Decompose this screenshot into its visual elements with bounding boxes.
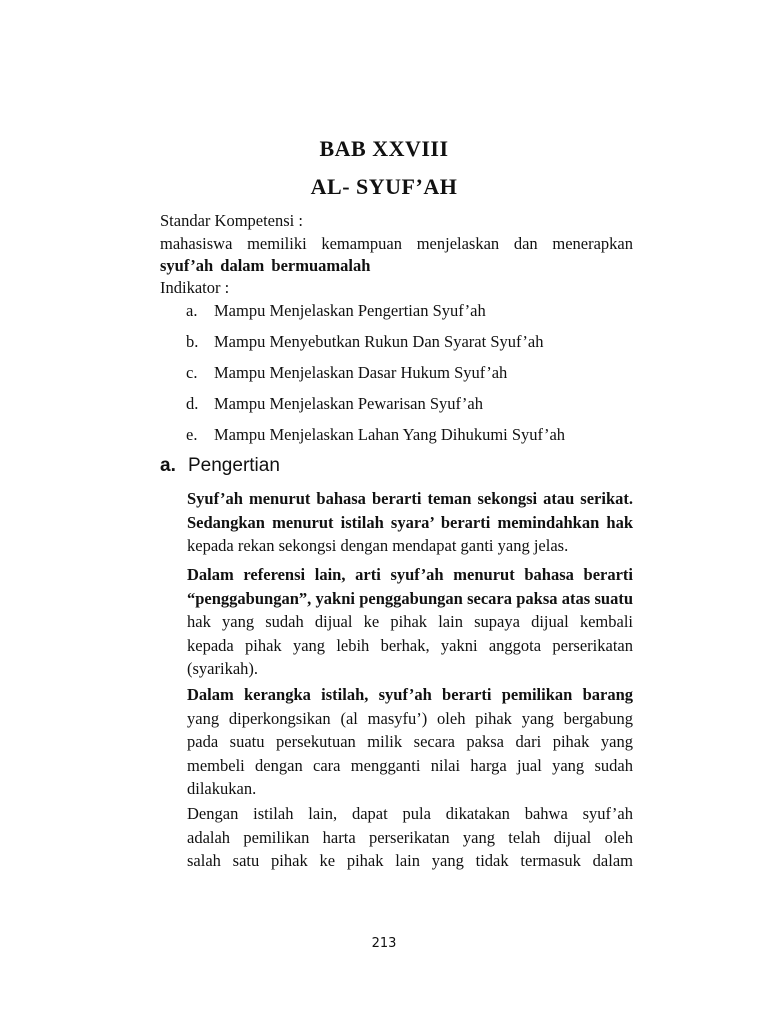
indikator-item	[186, 301, 486, 321]
paragraph-line: Dalam referensi lain, arti syuf’ah menurut bahasa berarti	[187, 565, 633, 584]
indikator-letter: c.	[186, 363, 198, 382]
section-heading	[160, 455, 280, 477]
paragraph-line: dilakukan.	[187, 779, 257, 798]
standar-label: Standar Kompetensi :	[160, 211, 303, 230]
paragraph-2	[187, 563, 633, 681]
indikator-text: Mampu Menyebutkan Rukun Dan Syarat Syuf’ah	[214, 332, 544, 351]
indikator-text: Mampu Menjelaskan Lahan Yang Dihukumi Syuf’ah	[214, 425, 566, 444]
chapter-number: BAB XXVIII	[319, 136, 449, 161]
paragraph-line: kepada pihak yang lebih berhak, yakni anggota perserikatan	[187, 635, 633, 655]
paragraph-line: (syarikah).	[187, 659, 259, 678]
paragraph-1	[187, 487, 633, 558]
paragraph-line: membeli dengan cara mengganti nilai harga jual yang sudah	[187, 755, 633, 775]
paragraph-line: salah satu pihak ke pihak lain yang tidak termasuk dalam	[187, 851, 633, 870]
paragraph-line: Syuf’ah menurut bahasa berarti teman sekongsi atau serikat.	[187, 489, 633, 508]
indikator-item	[186, 425, 565, 445]
paragraph-line: Sedangkan menurut istilah syara’ berarti memindahkan hak	[187, 512, 633, 532]
paragraph-3	[187, 683, 633, 801]
indikator-text: Mampu Menjelaskan Dasar Hukum Syuf’ah	[214, 363, 508, 382]
paragraph-line: yang diperkongsikan (al masyfu’) oleh pihak yang bergabung	[187, 708, 633, 728]
indikator-letter: e.	[186, 425, 198, 444]
paragraph-line: Dengan istilah lain, dapat pula dikatakan bahwa syuf’ah	[187, 804, 633, 823]
paragraph-4	[187, 802, 633, 873]
indikator-letter: a.	[186, 301, 198, 320]
indikator-item	[186, 363, 507, 383]
standar-text-line-1: mahasiswa memiliki kemampuan menjelaskan dan menerapkan	[160, 234, 633, 253]
indikator-label: Indikator :	[160, 278, 230, 297]
page-number: 213	[371, 936, 397, 951]
indikator-letter: d.	[186, 394, 199, 413]
paragraph-line: hak yang sudah dijual ke pihak lain supaya dijual kembali	[187, 612, 633, 631]
paragraph-line: kepada rekan sekongsi dengan mendapat ganti yang jelas.	[187, 536, 569, 555]
indikator-letter: b.	[186, 332, 199, 351]
paragraph-line: adalah pemilikan harta perserikatan yang telah dijual oleh	[187, 827, 633, 847]
indikator-item	[186, 332, 543, 352]
indikator-item	[186, 394, 483, 414]
paragraph-line: “penggabungan”, yakni penggabungan secara paksa atas suatu	[187, 588, 633, 608]
indikator-text: Mampu Menjelaskan Pewarisan Syuf’ah	[214, 394, 483, 413]
chapter-title: AL- SYUF’AH	[310, 174, 458, 199]
section-letter: a.	[160, 455, 176, 476]
paragraph-line: Dalam kerangka istilah, syuf’ah berarti pemilikan barang	[187, 685, 633, 704]
section-title: Pengertian	[188, 455, 280, 476]
paragraph-line: pada suatu persekutuan milik secara paksa dari pihak yang	[187, 732, 633, 751]
indikator-text: Mampu Menjelaskan Pengertian Syuf’ah	[214, 301, 486, 320]
standar-text-line-2: syuf’ah dalam bermuamalah	[160, 256, 371, 275]
